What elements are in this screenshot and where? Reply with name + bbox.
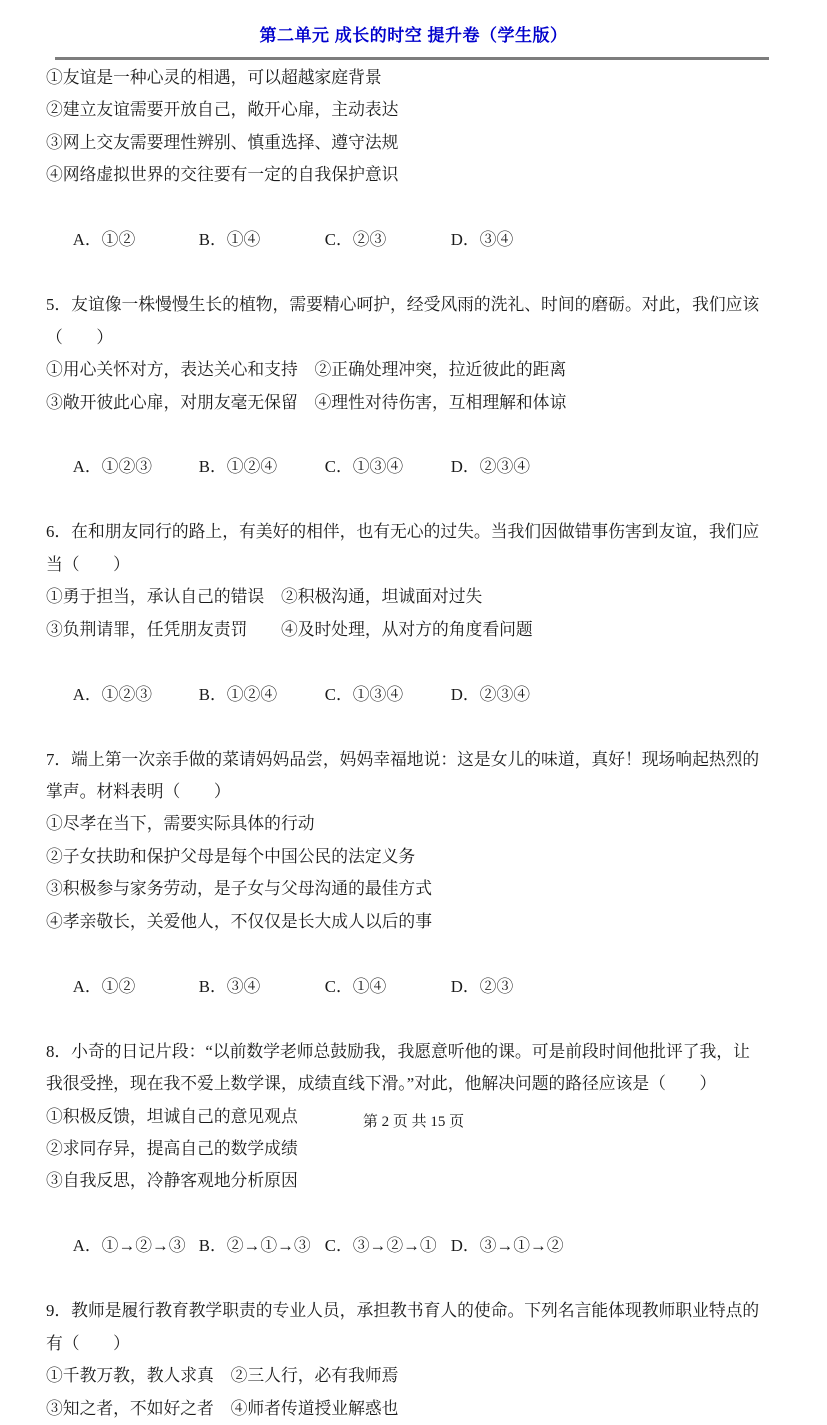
statement-line: ③积极参与家务劳动，是子女与父母沟通的最佳方式 (46, 879, 432, 899)
statement-line: ②建立友谊需要开放自己，敞开心扉，主动表达 (46, 100, 399, 120)
statement-line: ①积极反馈，坦诚自己的意见观点 (46, 1106, 298, 1126)
statement-line: ①尽孝在当下，需要实际具体的行动 (46, 814, 315, 834)
question-stem-line: 7．端上第一次亲手做的菜请妈妈品尝，妈妈幸福地说：这是女儿的味道，真好！现场响起热烈的 (46, 749, 760, 769)
option-c: C．③→②→① (324, 1236, 437, 1256)
statement-line: ①勇于担当，承认自己的错误 ②积极沟通，坦诚面对过失 (46, 587, 483, 607)
question-stem-line: 6．在和朋友同行的路上，有美好的相伴，也有无心的过失。当我们因做错事伤害到友谊，我们应 (46, 522, 760, 542)
option-a: A．①②③ (72, 457, 153, 477)
statement-line: ③网上交友需要理性辨别、慎重选择、遵守法规 (46, 132, 399, 152)
exam-body (0, 60, 827, 1425)
statement-line: ③自我反思，冷静客观地分析原因 (46, 1171, 298, 1191)
option-b: B．③④ (198, 976, 261, 996)
statement-line: ③敞开彼此心扉，对朋友毫无保留 ④理性对待伤害，互相理解和体谅 (46, 392, 567, 412)
option-d: D．②③ (450, 976, 514, 996)
statement-line: ②求同存异，提高自己的数学成绩 (46, 1138, 298, 1158)
statement-line: ①用心关怀对方，表达关心和支持 ②正确处理冲突，拉近彼此的距离 (46, 360, 567, 380)
option-c: C．①③④ (324, 457, 404, 477)
statement-line: ②子女扶助和保护父母是每个中国公民的法定义务 (46, 846, 416, 866)
option-a: A．①② (72, 230, 136, 250)
option-d: D．③→①→② (450, 1236, 564, 1256)
option-c: C．①④ (324, 976, 387, 996)
option-a: A．①→②→③ (72, 1236, 186, 1256)
answer-blank-line: （ ） (46, 327, 114, 347)
option-b: B．①②④ (198, 457, 278, 477)
answer-options-row (46, 646, 785, 743)
question-stem-line: 有（ ） (46, 1333, 130, 1353)
statement-line: ③负荆请罪，任凭朋友责罚 ④及时处理，从对方的角度看问题 (46, 619, 533, 639)
statement-line: ④孝亲敬长，关爱他人，不仅仅是长大成人以后的事 (46, 911, 432, 931)
answer-options-row (46, 1198, 785, 1295)
question-stem-line: 5．友谊像一株慢慢生长的植物，需要精心呵护，经受风雨的洗礼、时间的磨砺。对此，我们应该 (46, 295, 760, 315)
document-title: 第二单元 成长的时空 提升卷（学生版） (259, 26, 568, 45)
option-a: A．①② (72, 976, 136, 996)
option-b: B．②→①→③ (198, 1236, 311, 1256)
question-stem-line: 8．小奇的日记片段：“以前数学老师总鼓励我，我愿意听他的课。可是前段时间他批评了我，让 (46, 1041, 750, 1061)
option-c: C．①③④ (324, 684, 404, 704)
page-number-footer: 第 2 页 共 15 页 (362, 1114, 465, 1130)
page-header (0, 0, 827, 46)
question-stem-line: 当（ ） (46, 554, 130, 574)
option-d: D．②③④ (450, 684, 531, 704)
answer-options-row (46, 938, 785, 1035)
question-stem-line: 掌声。材料表明（ ） (46, 781, 231, 801)
question-stem-line: 9．教师是履行教育教学职责的专业人员，承担教书育人的使命。下列名言能体现教师职业特点的 (46, 1301, 760, 1321)
answer-options-row (46, 419, 785, 516)
statement-line: ③知之者，不如好之者 ④师者传道授业解惑也 (46, 1398, 399, 1418)
statement-line: ①千教万教，教人求真 ②三人行，必有我师焉 (46, 1366, 399, 1386)
question-stem-line: 我很受挫，现在我不爱上数学课，成绩直线下滑。”对此，他解决问题的路径应该是（ ） (46, 1074, 717, 1094)
statement-line: ④网络虚拟世界的交往要有一定的自我保护意识 (46, 165, 399, 185)
option-a: A．①②③ (72, 684, 153, 704)
option-d: D．②③④ (450, 457, 531, 477)
statement-line: ①友谊是一种心灵的相遇，可以超越家庭背景 (46, 68, 382, 87)
option-b: B．①②④ (198, 684, 278, 704)
option-b: B．①④ (198, 230, 261, 250)
option-d: D．③④ (450, 230, 514, 250)
option-c: C．②③ (324, 230, 387, 250)
answer-options-row (46, 192, 785, 289)
